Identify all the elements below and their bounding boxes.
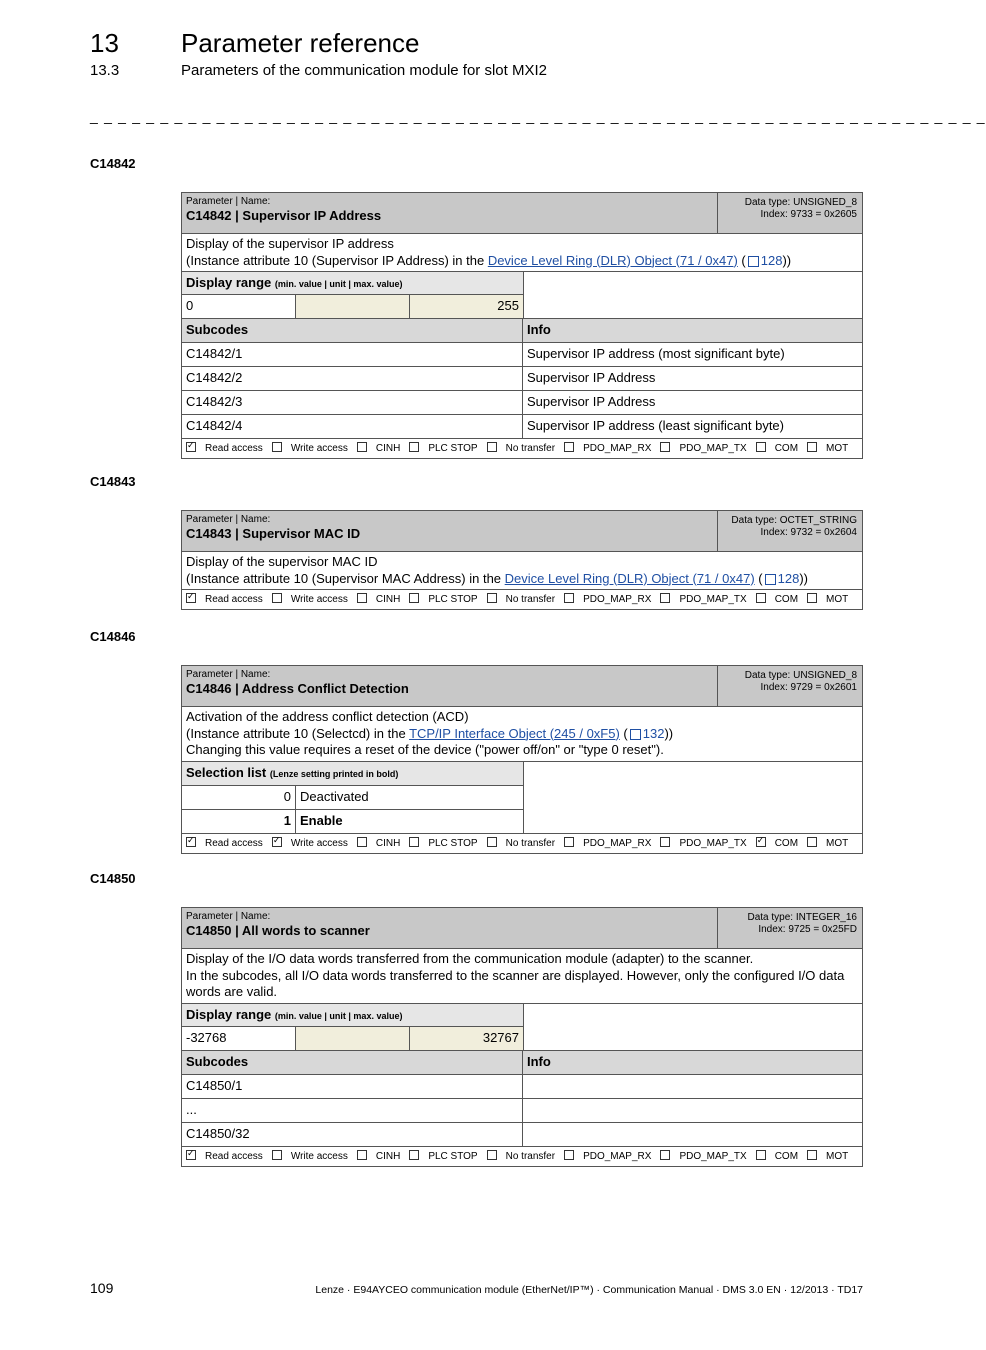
access-flag-label: COM bbox=[774, 443, 799, 454]
access-flag-label: PDO_MAP_TX bbox=[679, 1150, 747, 1162]
access-flag bbox=[660, 1150, 746, 1163]
checkbox-empty-icon bbox=[357, 837, 367, 847]
checkbox-checked-icon bbox=[756, 837, 766, 847]
checkbox-empty-icon bbox=[660, 1150, 670, 1160]
dlr-object-link[interactable]: Device Level Ring (DLR) Object (71 / 0x47) bbox=[487, 252, 738, 268]
info-header: Info bbox=[527, 322, 551, 337]
display-range-hint: (min. value | unit | max. value) bbox=[274, 1010, 403, 1021]
header-divider: _ _ _ _ _ _ _ _ _ _ _ _ _ _ _ _ _ _ _ _ _ _ _ _ _ _ _ _ _ _ _ _ _ _ _ _ _ _ _ _ _ _ _ _ _ _ _ _ _ _ _ _ _ _ _ _ _ _ _ _ _ _ _ _ bbox=[90, 108, 986, 124]
info-header: Info bbox=[527, 1053, 551, 1069]
section-title: Parameters of the communication module for slot MXI2 bbox=[181, 62, 547, 79]
access-flag-label: MOT bbox=[826, 1150, 849, 1162]
book-icon bbox=[748, 256, 759, 267]
checkbox-empty-icon bbox=[660, 837, 670, 847]
checkbox-checked-icon bbox=[186, 1150, 196, 1160]
table-row: C14850/32 bbox=[182, 1123, 862, 1147]
param-table-c14842: Parameter | Name: C14842 | Supervisor IP Address Data type: UNSIGNED_8 Index: 9733 = 0x2605 Display of the supervisor IP address (Instance attribute 10 (Supervisor IP Address) in the Device Level Ring (DLR) Object (71 / 0x47) ( 128)) Display range (min. value | unit | max. value) 0 255 Subcodes Info C14842/1 Supervisor IP address (most significant byte) C14842/2 Supervisor IP Address C14842/3 Supervisor IP Address C14842/4 Supervisor IP address (least significant byte) ✓Read access Write access CINH PLC STOP No transfer PDO_MAP_RX PDO_MAP_TX COM MOT bbox=[181, 192, 863, 459]
param-name-label: Parameter | Name: bbox=[186, 514, 271, 525]
access-flag-label: CINH bbox=[375, 1150, 401, 1162]
access-flag-label: Write access bbox=[290, 1150, 348, 1162]
access-flag-label: No transfer bbox=[505, 837, 556, 849]
access-flag bbox=[409, 837, 477, 850]
access-flag-label: Read access bbox=[205, 443, 263, 454]
access-flag bbox=[409, 442, 477, 455]
access-flag-label: PLC STOP bbox=[428, 594, 478, 605]
param-table-c14850 bbox=[181, 907, 863, 1167]
checkbox-empty-icon bbox=[409, 593, 419, 603]
param-name: C14846 | Address Conflict Detection bbox=[186, 681, 409, 696]
access-flag-label: Write access bbox=[290, 594, 348, 605]
access-flag-label: COM bbox=[774, 1150, 799, 1162]
selection-list-hint: (Lenze setting printed in bold) bbox=[269, 768, 399, 779]
index: Index: 9733 = 0x2605 bbox=[760, 209, 857, 220]
access-flag-label: MOT bbox=[826, 594, 849, 605]
table-row: C14842/2 Supervisor IP Address bbox=[182, 367, 862, 391]
access-flag bbox=[660, 593, 746, 606]
access-flag-label: Read access bbox=[205, 837, 263, 849]
access-flag bbox=[357, 1150, 400, 1163]
list-item: 1 Enable bbox=[182, 809, 523, 833]
checkbox-empty-icon bbox=[487, 593, 497, 603]
access-flag bbox=[357, 837, 400, 850]
param-name-label: Parameter | Name: bbox=[186, 911, 271, 922]
dlr-object-link[interactable]: Device Level Ring (DLR) Object (71 / 0x47) bbox=[504, 570, 755, 586]
access-flag bbox=[272, 1150, 348, 1163]
checkbox-empty-icon bbox=[272, 442, 282, 452]
access-flag bbox=[409, 1150, 477, 1163]
access-flag bbox=[186, 593, 263, 606]
param-name: C14843 | Supervisor MAC ID bbox=[186, 526, 361, 541]
checkbox-empty-icon bbox=[487, 837, 497, 847]
description: Activation of the address conflict detection (ACD) bbox=[186, 709, 469, 724]
checkbox-empty-icon bbox=[660, 442, 670, 452]
description-ref-text: (Instance attribute 10 (Supervisor IP Address) in the bbox=[186, 252, 488, 268]
data-type: Data type: INTEGER_16 bbox=[747, 912, 857, 923]
access-flag bbox=[487, 593, 555, 606]
checkbox-empty-icon bbox=[409, 1150, 419, 1160]
checkbox-empty-icon bbox=[409, 837, 419, 847]
page-ref-link[interactable]: 132 bbox=[642, 725, 665, 741]
access-flags bbox=[182, 590, 862, 609]
checkbox-empty-icon bbox=[272, 593, 282, 603]
display-range-label: Display range bbox=[186, 1006, 272, 1022]
section-number: 13.3 bbox=[90, 62, 120, 79]
description: Display of the supervisor MAC ID bbox=[186, 554, 378, 569]
checkbox-checked-icon bbox=[186, 837, 196, 847]
access-flag-label: No transfer bbox=[505, 594, 556, 605]
table-row: C14842/1 Supervisor IP address (most significant byte) bbox=[182, 343, 862, 367]
checkbox-empty-icon bbox=[807, 837, 817, 847]
checkbox-empty-icon bbox=[564, 593, 574, 603]
access-flags bbox=[182, 1147, 862, 1166]
access-flag-label: PDO_MAP_TX bbox=[679, 594, 747, 605]
access-flag bbox=[272, 442, 348, 455]
access-flag-label: PLC STOP bbox=[428, 837, 478, 849]
heading-c14846: C14846 bbox=[90, 629, 136, 644]
checkbox-empty-icon bbox=[807, 442, 817, 452]
index: Index: 9729 = 0x2601 bbox=[760, 682, 857, 693]
selection-list-label: Selection list bbox=[186, 764, 267, 780]
checkbox-empty-icon bbox=[357, 593, 367, 603]
checkbox-checked-icon bbox=[186, 442, 196, 452]
access-flags bbox=[182, 439, 862, 458]
subcodes-header: Subcodes bbox=[182, 1051, 523, 1074]
page-ref-link[interactable]: 128 bbox=[760, 252, 783, 268]
description-note: In the subcodes, all I/O data words transferred to the scanner are displayed. However, only the configured I/O data words are valid. bbox=[186, 967, 845, 999]
description-note: Changing this value requires a reset of the device ("power off/on" or "type 0 reset"). bbox=[186, 742, 664, 757]
description: Display of the I/O data words transferred from the communication module (adapter) to the scanner. bbox=[186, 951, 754, 966]
access-flag-label: Read access bbox=[205, 594, 263, 605]
access-flag bbox=[487, 1150, 555, 1163]
checkbox-empty-icon bbox=[564, 1150, 574, 1160]
chapter-number: 13 bbox=[90, 28, 119, 58]
param-table-c14843: Parameter | Name: C14843 | Supervisor MAC ID Data type: OCTET_STRING Index: 9732 = 0x2604 Display of the supervisor MAC ID (Instance attribute 10 (Supervisor MAC Address) in the Device Level Ring (DLR) Object (71 / 0x47) ( 128)) ✓Read access Write access CINH PLC STOP No transfer PDO_MAP_RX PDO_MAP_TX COM MOT bbox=[181, 510, 863, 610]
access-flag bbox=[487, 442, 555, 455]
heading-c14850: C14850 bbox=[90, 871, 136, 886]
access-flag-label: Write access bbox=[290, 837, 348, 849]
page-ref-link[interactable]: 128 bbox=[777, 570, 800, 586]
access-flag bbox=[564, 442, 651, 455]
subcodes-header: Subcodes bbox=[182, 319, 523, 342]
access-flag bbox=[807, 593, 848, 606]
access-flag-label: PDO_MAP_RX bbox=[583, 837, 652, 849]
checkbox-empty-icon bbox=[487, 1150, 497, 1160]
access-flag-label: PLC STOP bbox=[428, 443, 478, 454]
range-min: 0 bbox=[182, 295, 296, 318]
checkbox-empty-icon bbox=[660, 593, 670, 603]
access-flag-label: CINH bbox=[375, 837, 401, 849]
data-type: Data type: OCTET_STRING bbox=[731, 515, 857, 526]
book-icon bbox=[765, 574, 776, 585]
range-max: 32767 bbox=[410, 1027, 523, 1050]
access-flag bbox=[564, 593, 651, 606]
access-flag bbox=[487, 837, 555, 850]
access-flags bbox=[182, 834, 862, 853]
book-icon bbox=[630, 729, 641, 740]
description: Display of the supervisor IP address bbox=[186, 236, 394, 251]
access-flag-label: CINH bbox=[375, 594, 401, 605]
table-row: C14842/3 Supervisor IP Address bbox=[182, 391, 862, 415]
data-type: Data type: UNSIGNED_8 bbox=[744, 670, 857, 681]
access-flag-label: No transfer bbox=[505, 443, 556, 454]
checkbox-empty-icon bbox=[564, 837, 574, 847]
access-flag-label: CINH bbox=[375, 443, 401, 454]
table-row: C14842/4 Supervisor IP address (least significant byte) bbox=[182, 415, 862, 439]
access-flag bbox=[660, 442, 746, 455]
data-type: Data type: UNSIGNED_8 bbox=[744, 197, 857, 208]
heading-c14843: C14843 bbox=[90, 474, 136, 489]
param-table-c14846: Parameter | Name: C14846 | Address Conflict Detection Data type: UNSIGNED_8 Index: 9729 = 0x2601 Activation of the address conflict detection (ACD) (Instance attribute 10 (Selectcd) in the TCP/IP Interface Object (245 / 0xF5) ( 132)) Changing this value requires a reset of the device ("power off/on" or "type 0 reset"). Selection list (Lenze setting printed in bold) 0 Deactivated 1 Enable ✓Read access ✓ Write access CINH PLC STOP No transfer PDO_MAP_RX PDO_MAP_TX ✓ COM MOT bbox=[181, 665, 863, 854]
access-flag bbox=[357, 442, 400, 455]
list-item: 0 Deactivated bbox=[182, 785, 523, 809]
param-name-label: Parameter | Name: bbox=[186, 196, 271, 207]
access-flag bbox=[807, 837, 848, 850]
checkbox-empty-icon bbox=[564, 442, 574, 452]
range-unit bbox=[296, 1027, 410, 1050]
access-flag bbox=[756, 837, 798, 850]
access-flag-label: MOT bbox=[826, 837, 849, 849]
description-ref-text: (Instance attribute 10 (Selectcd) in the bbox=[186, 725, 410, 741]
checkbox-empty-icon bbox=[807, 593, 817, 603]
access-flag bbox=[756, 1150, 798, 1163]
access-flag bbox=[272, 837, 348, 850]
access-flag-label: MOT bbox=[826, 443, 849, 454]
table-row: C14850/1 bbox=[182, 1075, 862, 1099]
param-name: C14842 | Supervisor IP Address bbox=[186, 208, 382, 223]
description-ref-text: (Instance attribute 10 (Supervisor MAC Address) in the bbox=[186, 570, 505, 586]
checkbox-empty-icon bbox=[756, 1150, 766, 1160]
checkbox-empty-icon bbox=[409, 442, 419, 452]
access-flag bbox=[564, 837, 651, 850]
access-flag bbox=[807, 442, 848, 455]
display-range-hint: (min. value | unit | max. value) bbox=[274, 279, 403, 289]
checkbox-checked-icon bbox=[272, 837, 282, 847]
access-flag bbox=[807, 1150, 848, 1163]
checkbox-checked-icon bbox=[186, 593, 196, 603]
range-unit bbox=[296, 295, 410, 318]
access-flag-label: Read access bbox=[205, 1150, 263, 1162]
param-name: C14850 | All words to scanner bbox=[186, 923, 370, 938]
tcpip-object-link[interactable]: TCP/IP Interface Object (245 / 0xF5) bbox=[409, 725, 620, 741]
checkbox-empty-icon bbox=[756, 442, 766, 452]
access-flag-label: PDO_MAP_TX bbox=[679, 837, 747, 849]
access-flag bbox=[272, 593, 348, 606]
access-flag bbox=[186, 837, 263, 850]
checkbox-empty-icon bbox=[357, 1150, 367, 1160]
access-flag-label: Write access bbox=[290, 443, 348, 454]
access-flag-label: COM bbox=[774, 837, 799, 849]
range-min: -32768 bbox=[182, 1027, 296, 1050]
access-flag-label: COM bbox=[774, 594, 799, 605]
checkbox-empty-icon bbox=[807, 1150, 817, 1160]
access-flag-label: No transfer bbox=[505, 1150, 556, 1162]
page-number: 109 bbox=[90, 1280, 114, 1296]
access-flag bbox=[409, 593, 477, 606]
access-flag-label: PLC STOP bbox=[428, 1150, 478, 1162]
access-flag bbox=[186, 1150, 263, 1163]
index: Index: 9725 = 0x25FD bbox=[758, 924, 857, 935]
checkbox-empty-icon bbox=[357, 442, 367, 452]
chapter-title: Parameter reference bbox=[181, 28, 420, 58]
index: Index: 9732 = 0x2604 bbox=[760, 527, 857, 538]
access-flag bbox=[186, 442, 263, 455]
param-name-label: Parameter | Name: bbox=[186, 669, 271, 680]
table-row: ... bbox=[182, 1099, 862, 1123]
heading-c14842: C14842 bbox=[90, 156, 136, 171]
access-flag bbox=[357, 593, 400, 606]
checkbox-empty-icon bbox=[272, 1150, 282, 1160]
access-flag bbox=[756, 593, 798, 606]
access-flag-label: PDO_MAP_RX bbox=[583, 443, 652, 454]
display-range-label: Display range bbox=[186, 275, 272, 290]
range-max: 255 bbox=[410, 295, 523, 318]
access-flag bbox=[564, 1150, 651, 1163]
access-flag bbox=[660, 837, 746, 850]
footer-text: Lenze · E94AYCEO communication module (EtherNet/IP™) · Communication Manual · DMS 3.0 EN · 12/2013 · TD17 bbox=[315, 1284, 863, 1296]
checkbox-empty-icon bbox=[756, 593, 766, 603]
access-flag bbox=[756, 442, 798, 455]
access-flag-label: PDO_MAP_RX bbox=[583, 594, 652, 605]
access-flag-label: PDO_MAP_TX bbox=[679, 443, 747, 454]
checkbox-empty-icon bbox=[487, 442, 497, 452]
access-flag-label: PDO_MAP_RX bbox=[583, 1150, 652, 1162]
